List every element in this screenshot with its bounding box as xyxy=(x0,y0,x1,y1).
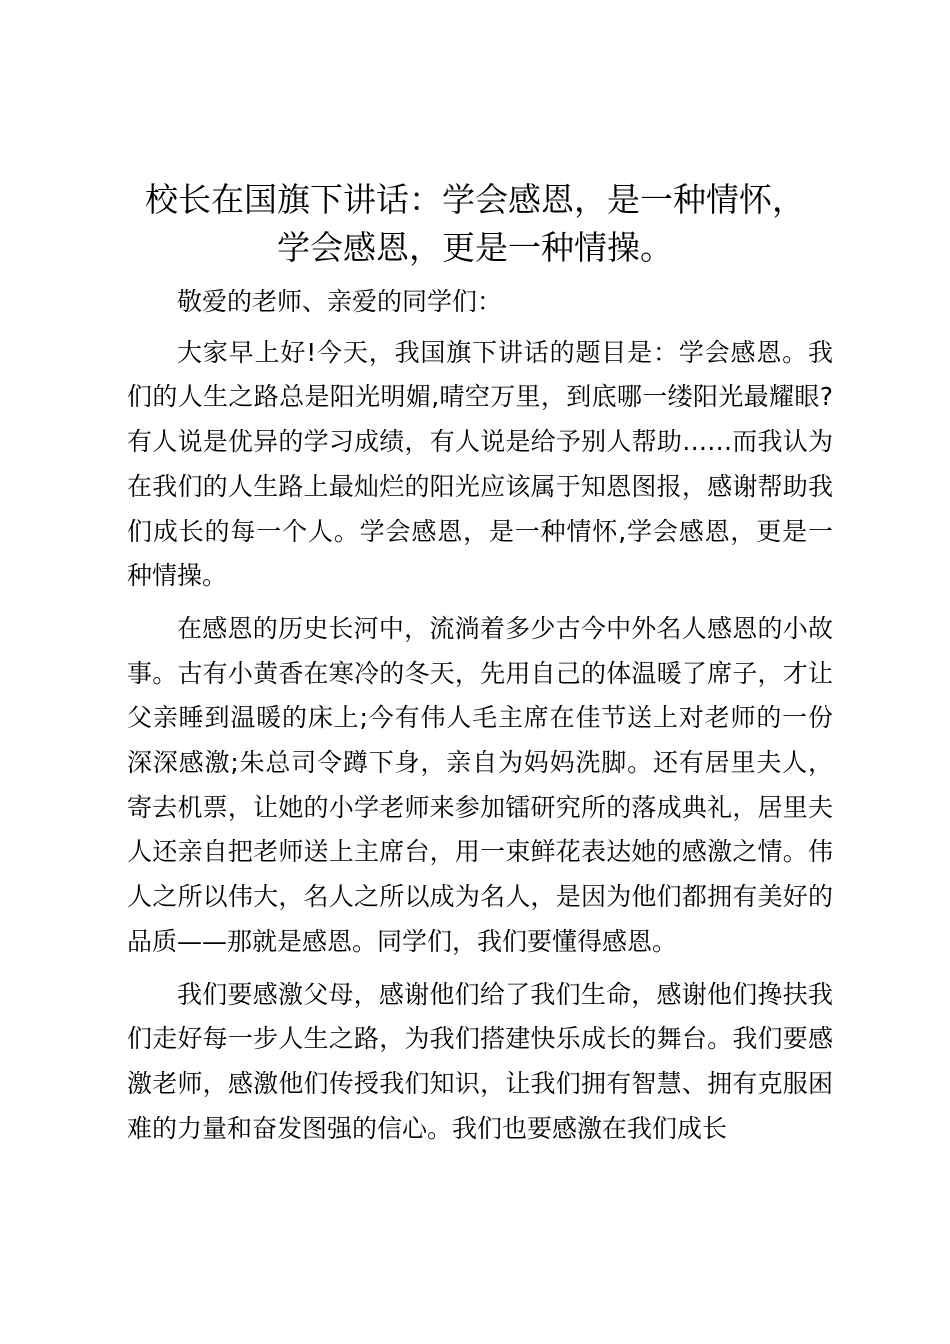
title-line-1: 校长在国旗下讲话：学会感恩，是一种情怀， xyxy=(145,180,805,219)
salutation: 敬爱的老师、亲爱的同学们： xyxy=(177,287,503,316)
title-line-2: 学会感恩，更是一种情操。 xyxy=(277,228,673,267)
document-body xyxy=(127,280,833,1159)
paragraph-1: 大家早上好!今天，我国旗下讲话的题目是：学会感恩。我们的人生之路总是阳光明媚,晴空万里，到底哪一缕阳光最耀眼?有人说是优异的学习成绩，有人说是给予别人帮助……而我认为在我们的人生路上最灿烂的阳光应该属于知恩图报，感谢帮助我们成长的每一个人。学会感恩，是一种情怀,学会感恩，更是一种情操。 xyxy=(127,337,833,591)
document-title xyxy=(100,176,850,272)
paragraph-3: 我们要感激父母，感谢他们给了我们生命，感谢他们搀扶我们走好每一步人生之路，为我们搭建快乐成长的舞台。我们要感激老师，感激他们传授我们知识，让我们拥有智慧、拥有克服困难的力量和奋发图强的信心。我们也要感激在我们成长 xyxy=(127,979,833,1143)
paragraph-2: 在感恩的历史长河中，流淌着多少古今中外名人感恩的小故事。古有小黄香在寒冷的冬天，先用自己的体温暖了席子，才让父亲睡到温暖的床上;今有伟人毛主席在佳节送上对老师的一份深深感激;朱总司令蹲下身，亲自为妈妈洗脚。还有居里夫人，寄去机票，让她的小学老师来参加镭研究所的落成典礼，居里夫人还亲自把老师送上主席台，用一束鲜花表达她的感激之情。伟人之所以伟大，名人之所以成为名人，是因为他们都拥有美好的品质——那就是感恩。同学们，我们要懂得感恩。 xyxy=(127,613,833,956)
